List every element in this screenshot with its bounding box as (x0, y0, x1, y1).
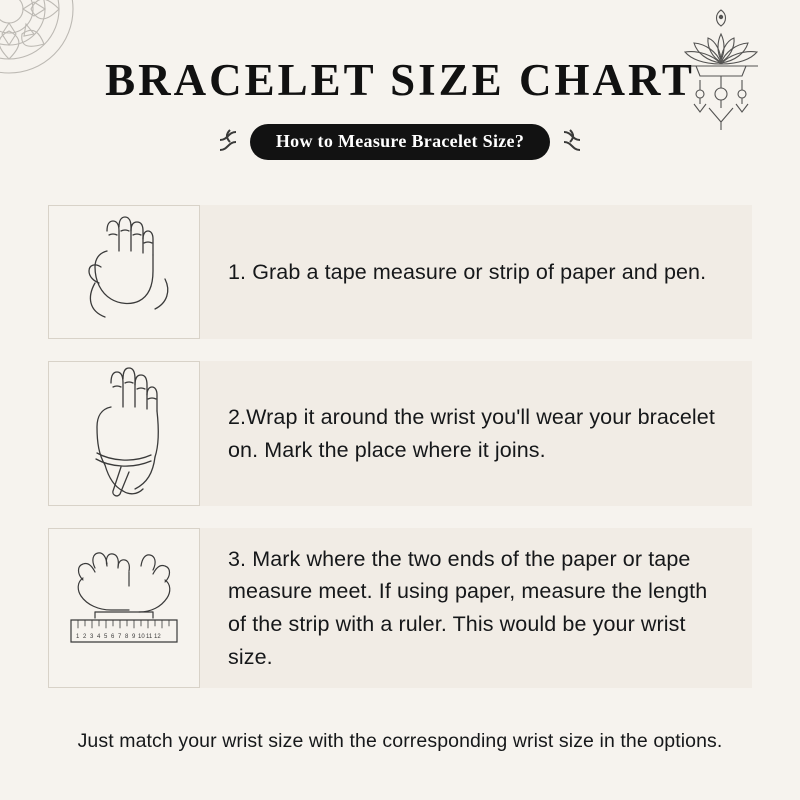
svg-text:1: 1 (76, 634, 80, 640)
svg-text:12: 12 (154, 634, 161, 640)
svg-text:11: 11 (146, 634, 153, 640)
svg-text:6: 6 (111, 634, 115, 640)
hands-measuring-strip-with-ruler-illustration-icon (48, 528, 200, 688)
step-text: 3. Mark where the two ends of the paper or tape measure meet. If using paper, measure the length of the strip with a ruler. This would be your wrist size. (228, 546, 708, 669)
svg-text:5: 5 (104, 634, 108, 640)
step-item (48, 205, 752, 339)
step-item (48, 528, 752, 688)
flourish-ornament-right-icon (560, 128, 586, 156)
step-text: 1. Grab a tape measure or strip of paper and pen. (228, 259, 707, 284)
subtitle-row (0, 124, 800, 160)
svg-text:3: 3 (90, 634, 94, 640)
svg-text:2: 2 (83, 634, 87, 640)
svg-text:8: 8 (125, 634, 129, 640)
subtitle-pill: How to Measure Bracelet Size? (250, 124, 550, 160)
flourish-ornament-left-icon (214, 128, 240, 156)
page-title: BRACELET SIZE CHART (105, 55, 695, 105)
svg-text:4: 4 (97, 634, 101, 640)
steps-list (48, 205, 752, 710)
step-item (48, 361, 752, 506)
footer-note: Just match your wrist size with the corresponding wrist size in the options. (77, 730, 723, 752)
svg-text:9: 9 (132, 634, 136, 640)
step-text: 2.Wrap it around the wrist you'll wear your bracelet on. Mark the place where it joins. (228, 404, 715, 462)
svg-text:7: 7 (118, 634, 122, 640)
svg-text:10: 10 (138, 634, 145, 640)
hand-fist-with-tape-illustration-icon (48, 205, 200, 339)
hand-with-tape-around-wrist-illustration-icon (48, 361, 200, 506)
